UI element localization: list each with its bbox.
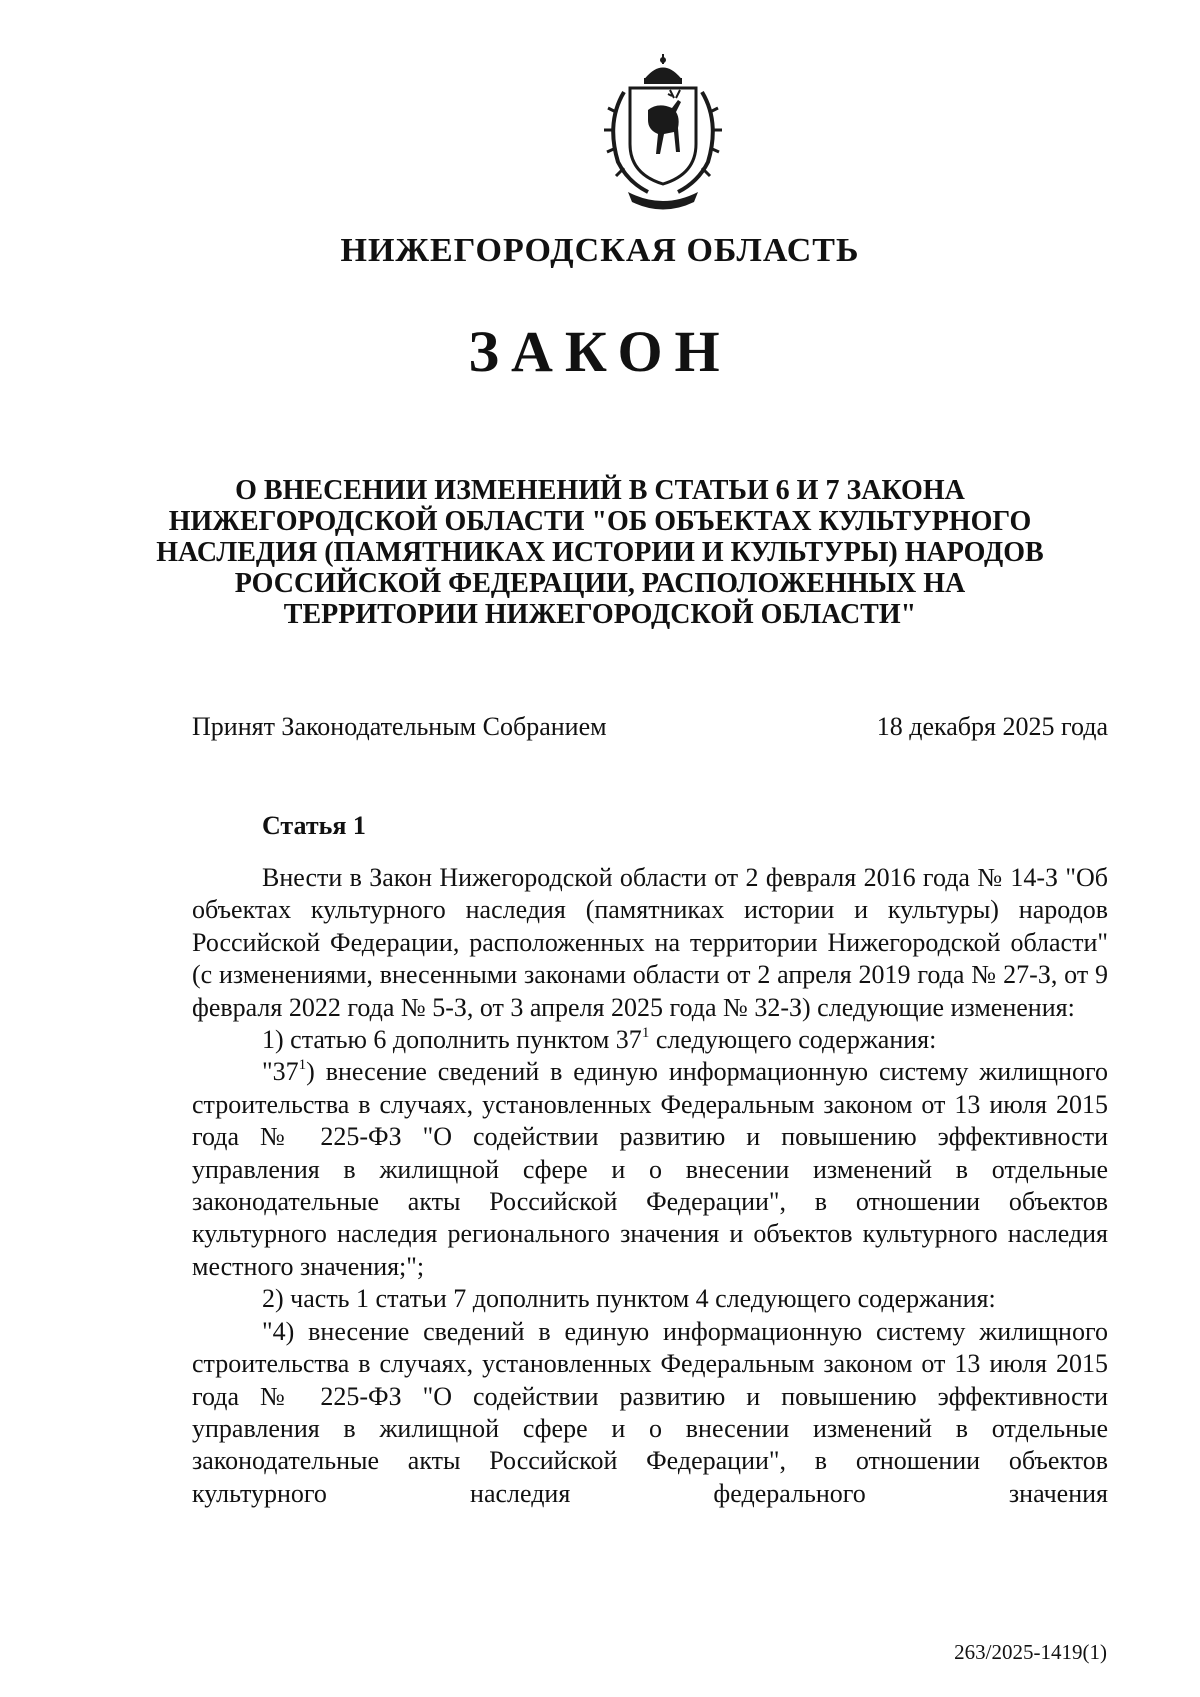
article-heading: Статья 1 [262,811,366,840]
article-intro: Внести в Закон Нижегородской области от 2 февраля 2016 года № 14-З "Об объектах культурного наследия (памятниках истории и культуры) народов Российской Федерации, расположенных на территории Нижегородской области" (с изменениями, внесенными законами области от 2 апреля 2019 года № 27-З, от 9 февраля 2022 года № 5-З, от 3 апреля 2025 года № 32-З) следующие изменения: [192,863,1108,1022]
adoption-label: Принят Законодательным Собранием [192,712,607,741]
item-2: 2) часть 1 статьи 7 дополнить пунктом 4 следующего содержания: [262,1284,996,1314]
adoption-line [192,712,1108,742]
subject-line: НИЖЕГОРОДСКОЙ ОБЛАСТИ "ОБ ОБЪЕКТАХ КУЛЬТУРНОГО [168,506,1032,537]
item-1: 1) статью 6 дополнить пунктом $37^1$ следующего содержания: [262,1025,937,1055]
document-type-title: ЗАКОН [468,319,732,384]
subject-line: О ВНЕСЕНИИ ИЗМЕНЕНИЙ В СТАТЬИ 6 И 7 ЗАКОНА [235,475,965,506]
subject-line: РОССИЙСКОЙ ФЕДЕРАЦИИ, РАСПОЛОЖЕННЫХ НА [234,568,966,599]
coat-of-arms-icon [588,52,738,210]
item-1-text: "$37^1$) внесение сведений в единую информационную систему жилищного строительства в случаях, установленных Федеральным законом от 13 июля 2015 года № 225-ФЗ "О содействии развитию и повышению эффективности управления в жилищной сфере и о внесении изменений в отдельные законодательные акты Российской Федерации", в отношении объектов культурного наследия регионального значения и объектов культурного наследия местного значения;"; [192,1057,1108,1281]
adoption-date: 18 декабря 2025 года [876,712,1108,741]
law-subject [150,475,1050,630]
article-body [192,862,1108,1510]
document-number: 263/2025-1419(1) [954,1640,1107,1664]
item-2-text: "4) внесение сведений в единую информационную систему жилищного строительства в случаях, установленных Федеральным законом от 13 июля 2015 года № 225-ФЗ "О содействии развитию и повышению эффективности управления в жилищной сфере и о внесении изменений в отдельные законодательные акты Российской Федерации", в отношении объектов культурного наследия федерального значения [192,1316,1108,1508]
region-title: НИЖЕГОРОДСКАЯ ОБЛАСТЬ [340,232,860,269]
subject-line: НАСЛЕДИЯ (ПАМЯТНИКАХ ИСТОРИИ И КУЛЬТУРЫ) НАРОДОВ [156,537,1044,568]
subject-line: ТЕРРИТОРИИ НИЖЕГОРОДСКОЙ ОБЛАСТИ" [283,599,917,630]
